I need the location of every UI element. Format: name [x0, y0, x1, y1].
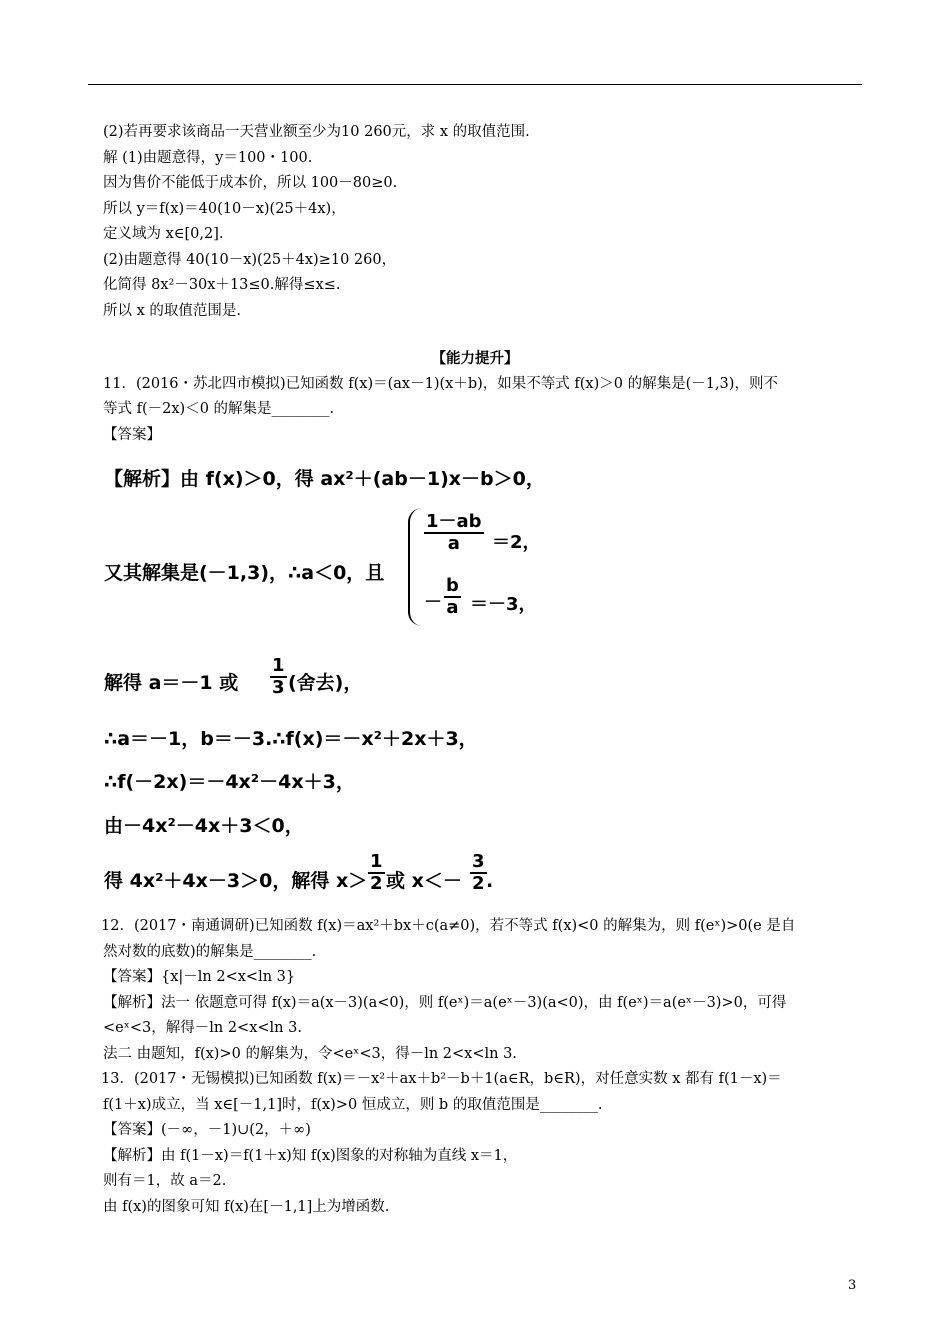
text-line: 因为售价不能低于成本价，所以 100－80≥0. — [103, 175, 398, 191]
text-line: 化简得 8x²－30x＋13≤0.解得≤x≤. — [103, 277, 341, 293]
header-rule — [88, 84, 862, 85]
text-line: <eˣ<3，解得－ln 2<x<ln 3. — [103, 1020, 302, 1036]
text-line: 12．(2017・南通调研)已知函数 f(x)＝ax²＋bx＋c(a≠0)，若不等式 f(x)<0 的解集为，则 f(eˣ)>0(e 是自 — [101, 918, 796, 934]
text-line: 所以 y＝f(x)＝40(10－x)(25＋4x)， — [103, 201, 346, 217]
solution-line: 又其解集是(－1,3)，∴a＜0，且 — [104, 562, 385, 584]
page-number: 3 — [848, 1278, 857, 1293]
solution-line: 【解析】由 f(x)＞0，得 ax²＋(ab－1)x－b＞0， — [104, 468, 545, 490]
fraction: $\frac{1}{3}$ — [272, 655, 285, 698]
equation-rhs: ＝2， — [492, 532, 541, 553]
solution-line: 或 x＜－ — [386, 870, 462, 892]
text-line: 【答案】{x|－ln 2<x<ln 3} — [103, 969, 296, 985]
text-line: 【解析】法一 依题意可得 f(x)＝a(x－3)(a<0)，则 f(eˣ)＝a(eˣ－3)(a<0)，由 f(eˣ)＝a(eˣ－3)>0，可得 — [103, 995, 787, 1011]
fraction: $\frac{3}{2}$ — [472, 851, 485, 894]
text-line: 则有＝1，故 a＝2. — [103, 1173, 227, 1189]
text-line: 所以 x 的取值范围是. — [103, 303, 242, 319]
text-line: 由 f(x)的图象可知 f(x)在[－1,1]上为增函数. — [103, 1199, 390, 1215]
section-title: 【能力提升】 — [431, 350, 519, 367]
text-line: 【解析】由 f(1－x)＝f(1＋x)知 f(x)图象的对称轴为直线 x＝1， — [103, 1148, 518, 1164]
minus-sign: － — [424, 592, 442, 613]
system-brace — [408, 508, 424, 626]
solution-line: 解得 a＝－1 或 — [104, 672, 239, 694]
solution-line: ∴f(－2x)＝－4x²－4x＋3， — [104, 771, 355, 793]
text-line: (2)由题意得 40(10－x)(25＋4x)≥10 260， — [103, 252, 397, 268]
text-line: (2)若再要求该商品一天营业额至少为10 260元，求 x 的取值范围. — [103, 124, 530, 140]
fraction: $\frac{b}{a}$ — [446, 575, 459, 618]
question-11-line-1: 11．(2016・苏北四市模拟)已知函数 f(x)＝(ax－1)(x＋b)，如果不等式 f(x)＞0 的解集是(－1,3)，则不 — [103, 376, 778, 392]
solution-line: ∴a＝－1，b＝－3.∴f(x)＝－x²＋2x＋3， — [104, 728, 478, 750]
solution-line: 得 4x²＋4x－3＞0，解得 x＞ — [104, 870, 368, 892]
text-line: 然对数的底数)的解集是________. — [103, 944, 317, 960]
text-line: 定义域为 x∈[0,2]. — [103, 226, 224, 242]
text-line: 13．(2017・无锡模拟)已知函数 f(x)＝－x²＋ax＋b²－b＋1(a∈R，b∈R)，对任意实数 x 都有 f(1－x)＝ — [101, 1071, 782, 1087]
question-11-line-2: 等式 f(－2x)＜0 的解集是________. — [103, 401, 335, 417]
text-line: 【答案】(－∞，－1)∪(2，＋∞) — [103, 1122, 311, 1138]
equation-rhs: ＝－3， — [470, 594, 537, 615]
text-line: 法二 由题知，f(x)>0 的解集为，令<eˣ<3，得－ln 2<x<ln 3. — [103, 1046, 517, 1062]
solution-line: (舍去)， — [288, 672, 363, 694]
fraction: $\frac{1}{2}$ — [370, 851, 383, 894]
answer-label: 【答案】 — [103, 427, 161, 443]
text-line: 解 (1)由题意得，y＝100・100. — [103, 150, 313, 166]
text-line: f(1＋x)成立，当 x∈[－1,1]时，f(x)>0 恒成立，则 b 的取值范围是________. — [103, 1097, 603, 1113]
solution-line: . — [486, 870, 494, 892]
solution-line: 由－4x²－4x＋3＜0， — [104, 815, 304, 837]
fraction: $\frac{1-ab}{a}$ — [426, 511, 482, 554]
